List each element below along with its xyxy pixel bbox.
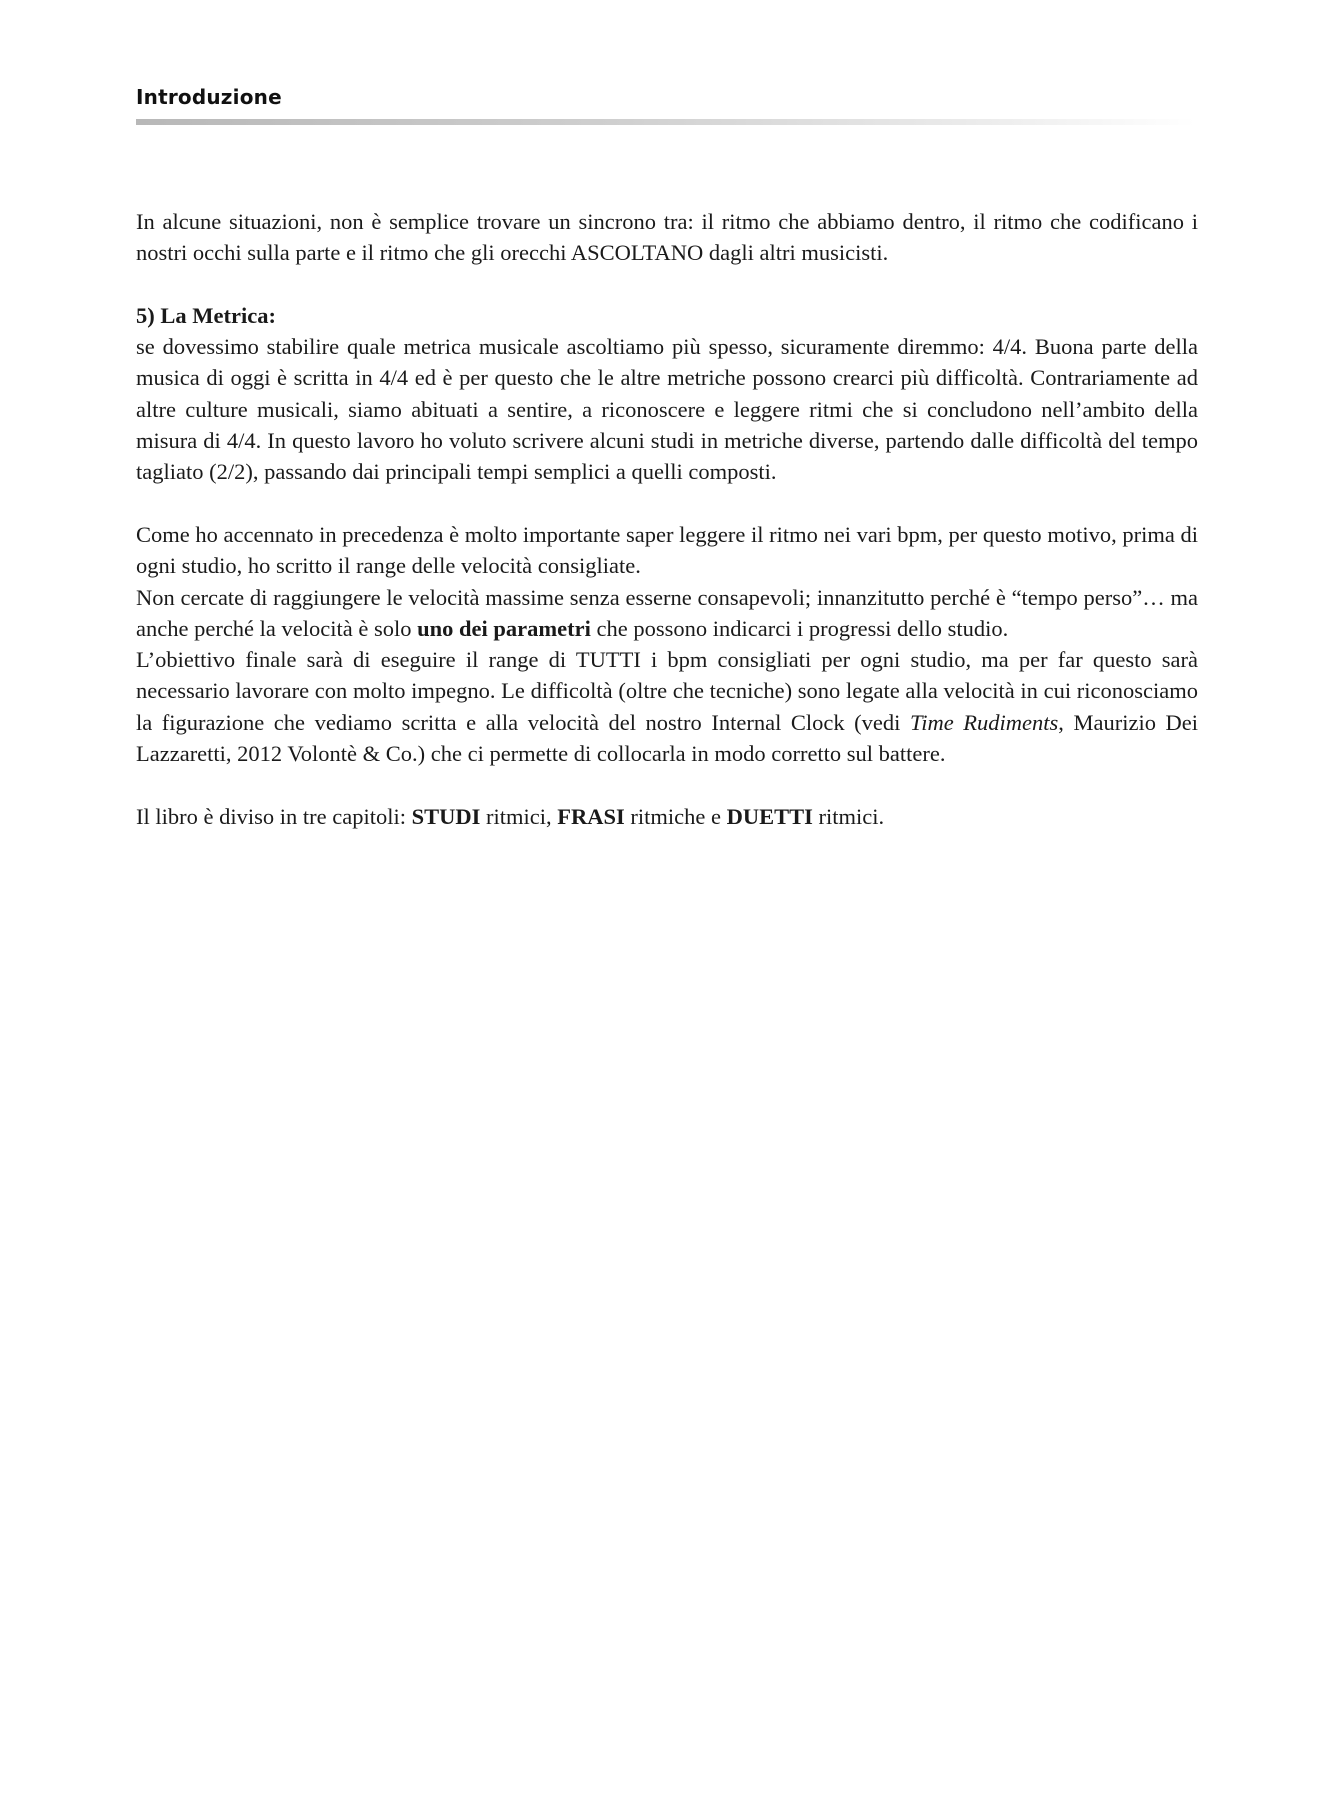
paragraph-gap bbox=[136, 269, 1198, 300]
page-header bbox=[136, 84, 1196, 125]
page-body bbox=[136, 206, 1198, 832]
goal-paragraph bbox=[136, 644, 1198, 769]
chapter-duetti: DUETTI bbox=[726, 803, 813, 829]
header-rule bbox=[136, 119, 1196, 125]
speed-paragraph bbox=[136, 582, 1198, 645]
speed-text-bold: uno dei parametri bbox=[417, 615, 591, 641]
goal-text-after: , Maurizio Dei Lazzaretti, 2012 Volontè & Co.) che ci permette di collocarla in modo corretto sul battere. bbox=[136, 709, 1198, 767]
page-header-title: Introduzione bbox=[136, 85, 282, 109]
chapter-frasi-rest: ritmiche e bbox=[624, 803, 727, 829]
goal-text-before: L’obiettivo finale sarà di eseguire il range di TUTTI i bpm consigliati per ogni studio, ma per far questo sarà necessario lavorare con molto impegno. Le difficoltà (oltre che tecniche) sono legate alla velocità in cui riconosciamo la figurazione che vediamo scritta e alla velocità del nostro Internal Clock (vedi bbox=[136, 647, 1198, 735]
speed-text-after: che possono indicarci i progressi dello studio. bbox=[590, 615, 1009, 641]
chapter-studi-rest: ritmici, bbox=[480, 803, 558, 829]
metrica-paragraph: se dovessimo stabilire quale metrica musicale ascoltiamo più spesso, sicuramente diremmo: 4/4. Buona parte della musica di oggi è scritta in 4/4 ed è per questo che le altre metriche possono crearci più difficoltà. Contrariamente ad altre culture musicali, siamo abituati a sentire, a riconoscere e leggere ritmi che si concludono nell’ambito della misura di 4/4. In questo lavoro ho voluto scrivere alcuni studi in metriche diverse, partendo dalle difficoltà del tempo tagliato (2/2), passando dai principali tempi semplici a quelli composti. bbox=[136, 334, 1198, 485]
speed-text-before: Non cercate di raggiungere le velocità massime senza esserne consapevoli; innanzitutto perché è “tempo perso”… ma anche perché la velocità è solo bbox=[136, 584, 1198, 641]
paragraph-gap bbox=[136, 488, 1198, 519]
book-title-reference: Time Rudiments bbox=[909, 709, 1059, 735]
chapter-frasi: FRASI bbox=[557, 803, 625, 829]
chapter-studi: STUDI bbox=[411, 803, 481, 829]
paragraph-gap bbox=[136, 769, 1198, 800]
bpm-paragraph: Come ho accennato in precedenza è molto importante saper leggere il ritmo nei vari bpm, per questo motivo, prima di ogni studio, ho scritto il range delle velocità consigliate. bbox=[136, 521, 1198, 579]
chapters-paragraph bbox=[136, 801, 1198, 832]
section-heading: 5) La Metrica: bbox=[136, 302, 276, 328]
chapters-lead: Il libro è diviso in tre capitoli: bbox=[136, 803, 412, 829]
intro-paragraph: In alcune situazioni, non è semplice trovare un sincrono tra: il ritmo che abbiamo dentro, il ritmo che codificano i nostri occhi sulla parte e il ritmo che gli orecchi ASCOLTANO dagli altri musicisti. bbox=[136, 209, 1198, 266]
chapter-duetti-rest: ritmici. bbox=[812, 803, 885, 829]
